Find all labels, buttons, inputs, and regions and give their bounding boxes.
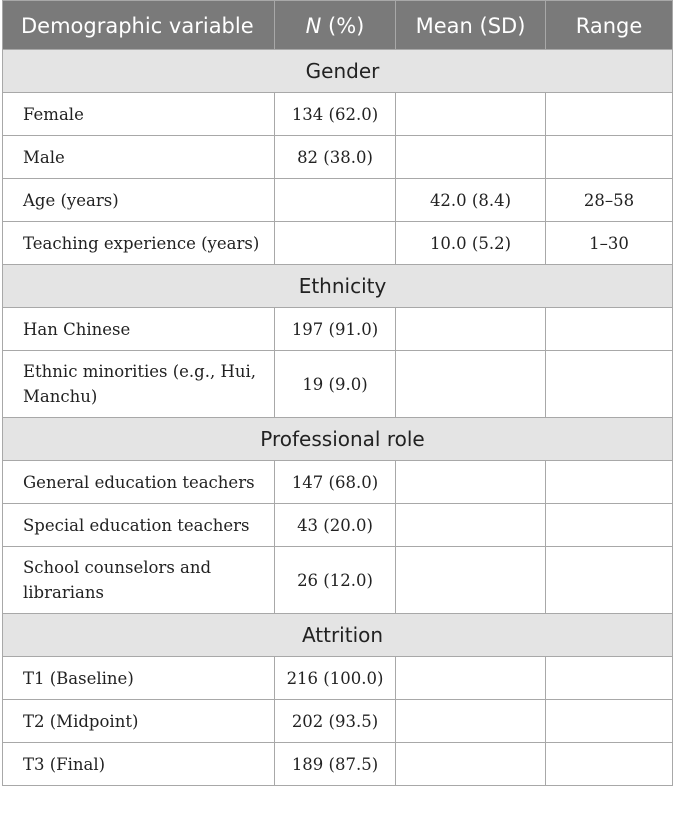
table-row bbox=[3, 547, 673, 614]
table-row bbox=[3, 93, 673, 136]
row-label: Teaching experience (years) bbox=[3, 222, 275, 265]
header-demographic-variable: Demographic variable bbox=[3, 1, 275, 50]
row-range: 28–58 bbox=[546, 179, 673, 222]
row-range: 1–30 bbox=[546, 222, 673, 265]
row-n: 189 (87.5) bbox=[275, 743, 396, 786]
row-label: T2 (Midpoint) bbox=[3, 700, 275, 743]
row-mean bbox=[396, 308, 546, 351]
header-row bbox=[3, 1, 673, 50]
header-range: Range bbox=[546, 1, 673, 50]
row-label: Age (years) bbox=[3, 179, 275, 222]
section-row-ethnicity bbox=[3, 265, 673, 308]
row-range bbox=[546, 504, 673, 547]
section-row-attrition bbox=[3, 614, 673, 657]
header-percent: (%) bbox=[321, 14, 365, 38]
row-n: 197 (91.0) bbox=[275, 308, 396, 351]
header-n-percent bbox=[275, 1, 396, 50]
row-n bbox=[275, 179, 396, 222]
table-row bbox=[3, 461, 673, 504]
table-row bbox=[3, 136, 673, 179]
table-row bbox=[3, 308, 673, 351]
row-range bbox=[546, 547, 673, 614]
row-mean: 42.0 (8.4) bbox=[396, 179, 546, 222]
row-n: 134 (62.0) bbox=[275, 93, 396, 136]
row-range bbox=[546, 743, 673, 786]
row-mean bbox=[396, 743, 546, 786]
section-row-professional-role bbox=[3, 418, 673, 461]
row-label: General education teachers bbox=[3, 461, 275, 504]
row-label: Special education teachers bbox=[3, 504, 275, 547]
row-n bbox=[275, 222, 396, 265]
header-n: N bbox=[305, 14, 322, 38]
table-row bbox=[3, 657, 673, 700]
table-row bbox=[3, 743, 673, 786]
row-label: Han Chinese bbox=[3, 308, 275, 351]
row-range bbox=[546, 657, 673, 700]
row-label: T1 (Baseline) bbox=[3, 657, 275, 700]
row-range bbox=[546, 351, 673, 418]
demographics-table bbox=[2, 0, 673, 786]
row-label: Male bbox=[3, 136, 275, 179]
section-title: Gender bbox=[3, 50, 673, 93]
row-range bbox=[546, 93, 673, 136]
table-row bbox=[3, 351, 673, 418]
row-n: 202 (93.5) bbox=[275, 700, 396, 743]
row-n: 82 (38.0) bbox=[275, 136, 396, 179]
row-n: 19 (9.0) bbox=[275, 351, 396, 418]
row-n: 43 (20.0) bbox=[275, 504, 396, 547]
row-mean: 10.0 (5.2) bbox=[396, 222, 546, 265]
section-title: Attrition bbox=[3, 614, 673, 657]
row-label: Ethnic minorities (e.g., Hui, Manchu) bbox=[3, 351, 275, 418]
row-mean bbox=[396, 657, 546, 700]
section-title: Professional role bbox=[3, 418, 673, 461]
section-row-gender bbox=[3, 50, 673, 93]
row-mean bbox=[396, 351, 546, 418]
table-row bbox=[3, 179, 673, 222]
row-n: 147 (68.0) bbox=[275, 461, 396, 504]
row-label: School counselors and librarians bbox=[3, 547, 275, 614]
table-row bbox=[3, 222, 673, 265]
row-mean bbox=[396, 93, 546, 136]
row-mean bbox=[396, 504, 546, 547]
row-mean bbox=[396, 700, 546, 743]
table-row bbox=[3, 700, 673, 743]
row-mean bbox=[396, 547, 546, 614]
row-range bbox=[546, 461, 673, 504]
row-range bbox=[546, 308, 673, 351]
row-mean bbox=[396, 461, 546, 504]
header-mean-sd: Mean (SD) bbox=[396, 1, 546, 50]
row-n: 216 (100.0) bbox=[275, 657, 396, 700]
row-mean bbox=[396, 136, 546, 179]
table-row bbox=[3, 504, 673, 547]
row-range bbox=[546, 136, 673, 179]
row-label: T3 (Final) bbox=[3, 743, 275, 786]
row-range bbox=[546, 700, 673, 743]
section-title: Ethnicity bbox=[3, 265, 673, 308]
row-label: Female bbox=[3, 93, 275, 136]
row-n: 26 (12.0) bbox=[275, 547, 396, 614]
